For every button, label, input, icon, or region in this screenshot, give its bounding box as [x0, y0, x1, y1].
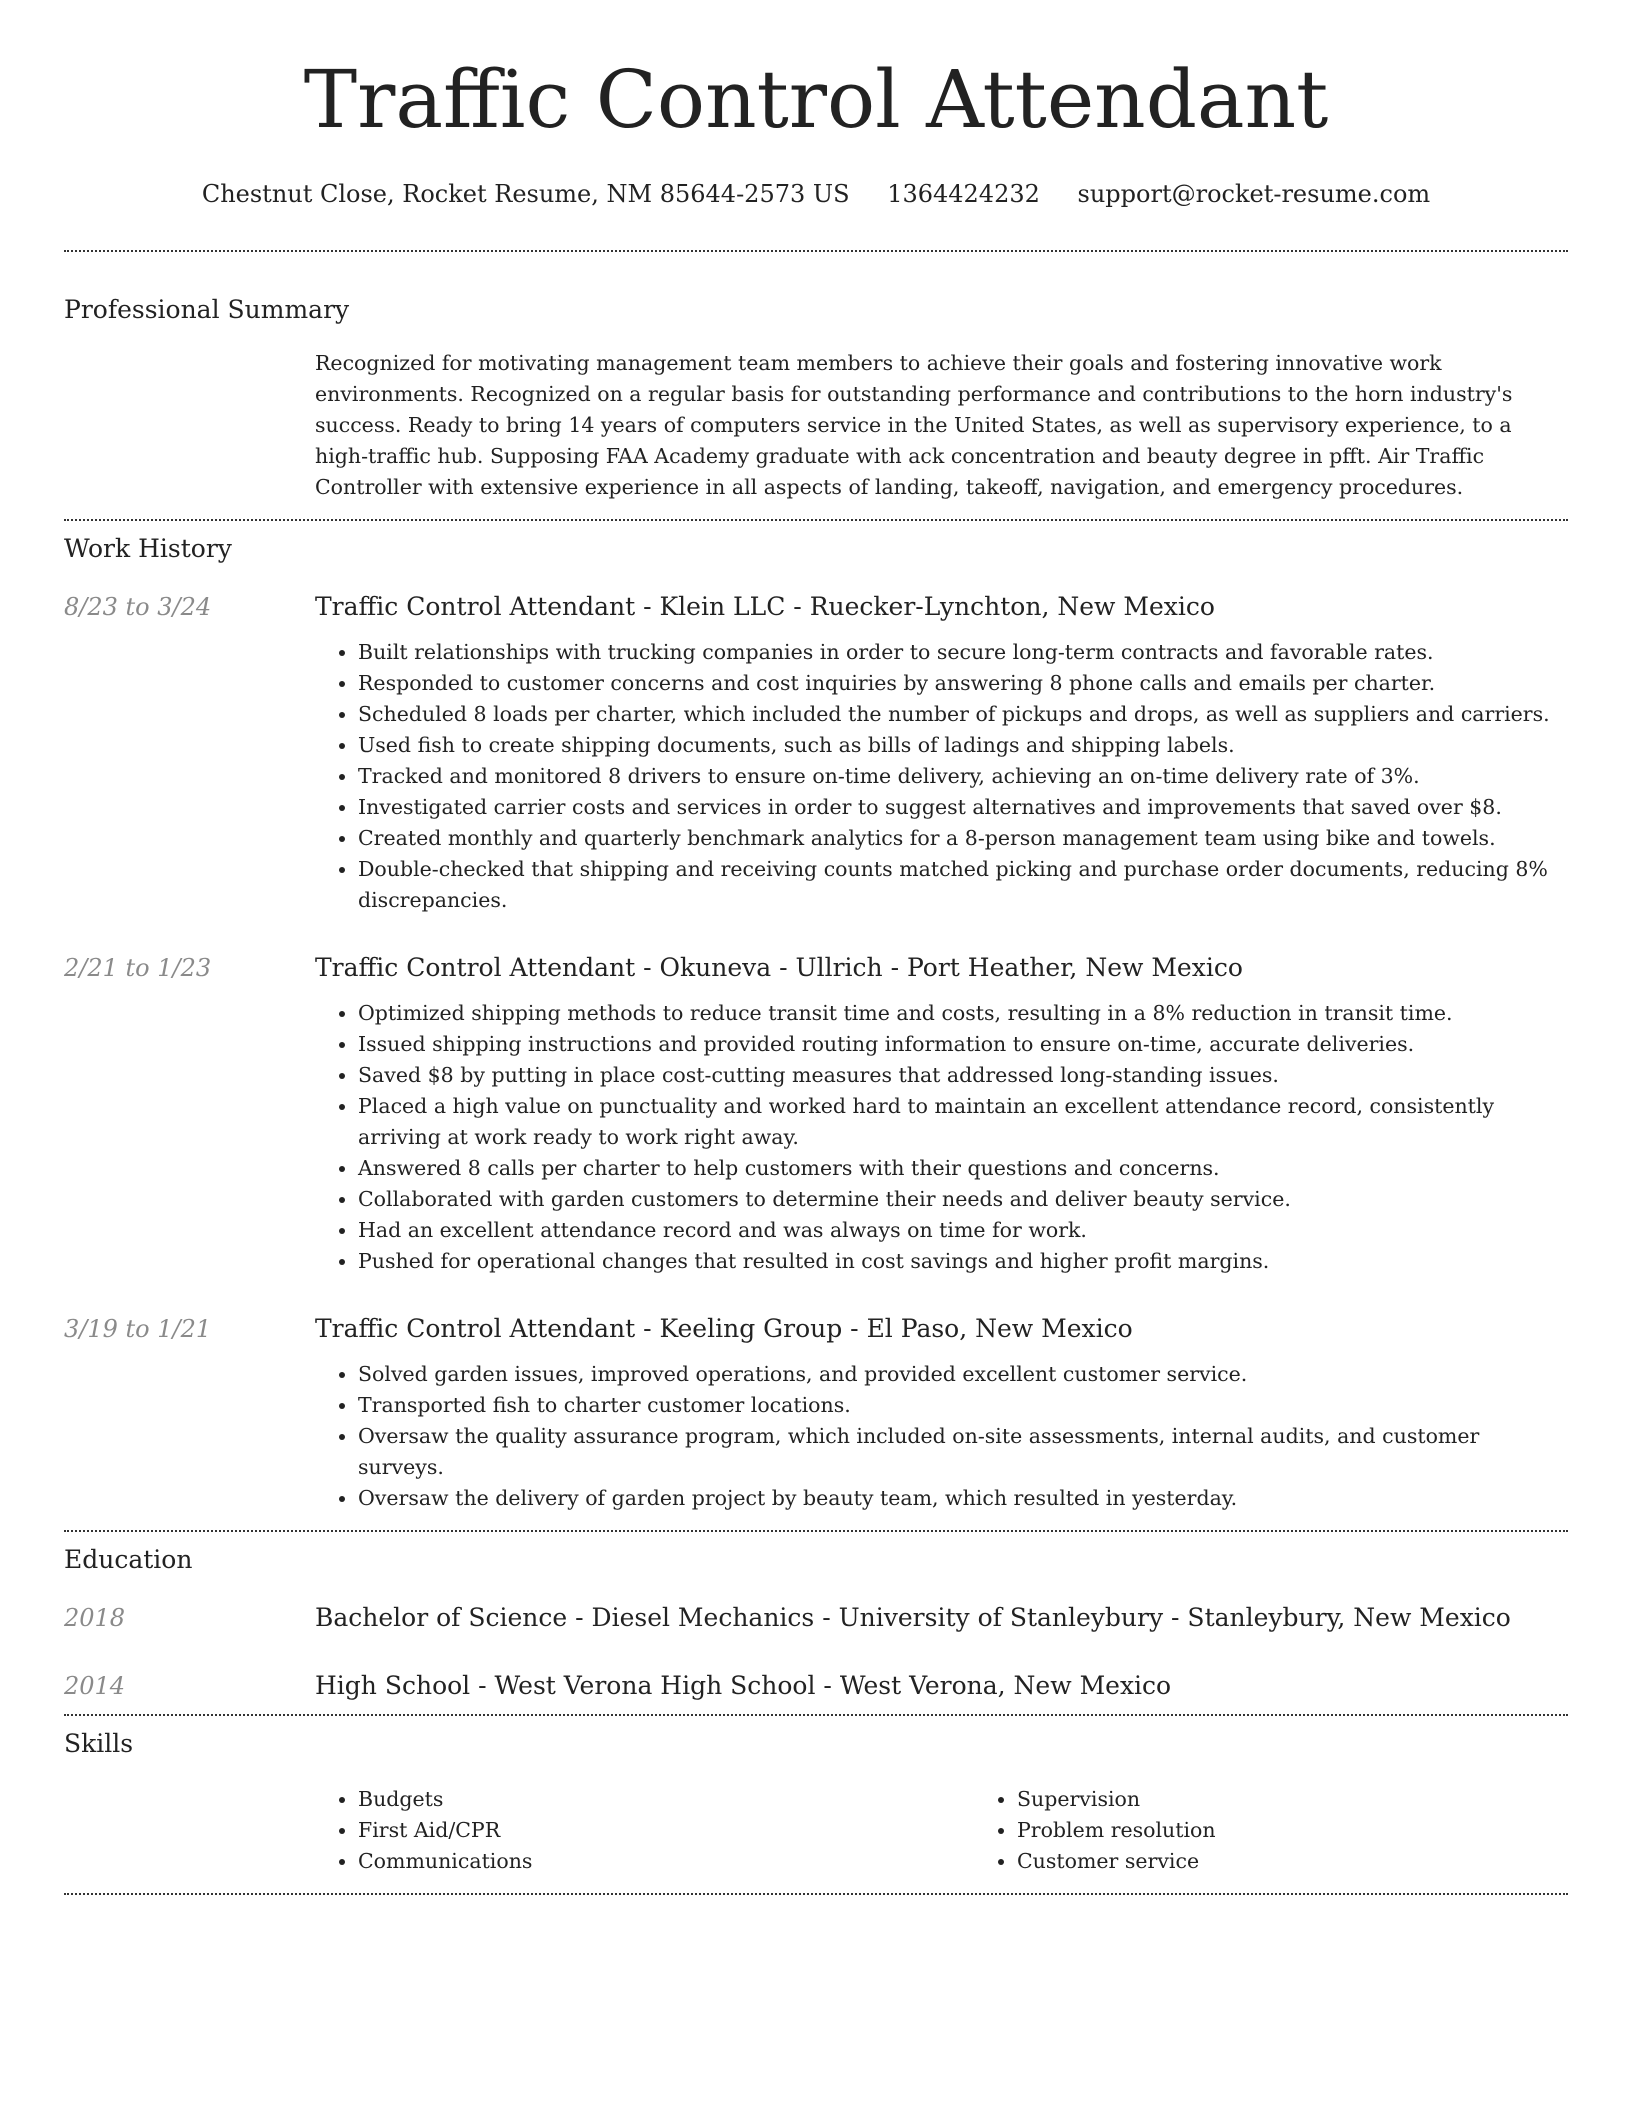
candidate-name: Traffic Control Attendant [303, 53, 1329, 146]
list-item: • Oversaw the delivery of garden project by beauty team, which resulted in yesterday. [358, 1483, 1568, 1514]
skills-section [64, 1716, 1568, 1893]
list-item: • Placed a high value on punctuality and worked hard to maintain an excellent attendance record, consistently arriving at work ready to work right away. [358, 1091, 1568, 1153]
contact-address: Chestnut Close, Rocket Resume, NM 85644-2573 US [201, 180, 850, 208]
education-entry [64, 1602, 1568, 1634]
list-item: • Tracked and monitored 8 drivers to ensure on-time delivery, achieving an on-time delivery rate of 3%. [358, 761, 1568, 792]
summary-section [64, 252, 1568, 519]
education-title-line: Bachelor of Science - Diesel Mechanics - University of Stanleybury - Stanleybury, New Mexico [315, 1603, 1511, 1632]
skill-item: • Budgets [358, 1784, 974, 1815]
job-title: Traffic Control Attendant - Okuneva - Ullrich - Port Heather, New Mexico [315, 953, 1243, 982]
skill-item: • Communications [358, 1846, 974, 1877]
job-entry [64, 591, 1568, 916]
education-year: 2014 [64, 1672, 126, 1700]
job-dates: 8/23 to 3/24 [64, 593, 212, 621]
summary-spacer [64, 348, 315, 503]
summary-text: Recognized for motivating management team members to achieve their goals and fostering innovative work environments. Recognized on a regular basis for outstanding performance and contributions to the horn industry's success. Ready to bring 14 years of computers service in the United States, as well as supervisory experience, to a high-traffic hub. Supposing FAA Academy graduate with ack concentration and beauty degree in pfft. Air Traffic Controller with extensive experience in all aspects of landing, takeoff, navigation, and emergency procedures. [315, 351, 1513, 499]
job-title: Traffic Control Attendant - Keeling Group - El Paso, New Mexico [315, 1314, 1133, 1343]
summary-title: Professional Summary [64, 295, 350, 324]
list-item: • Optimized shipping methods to reduce transit time and costs, resulting in a 8% reduction in transit time. [358, 998, 1568, 1029]
skills-list-left [315, 1784, 974, 1877]
list-item: • Solved garden issues, improved operations, and provided excellent customer service. [358, 1359, 1568, 1390]
list-item: • Collaborated with garden customers to determine their needs and deliver beauty service. [358, 1184, 1568, 1215]
education-title-line: High School - West Verona High School - West Verona, New Mexico [315, 1671, 1172, 1700]
job-bullets [315, 637, 1568, 916]
list-item: • Responded to customer concerns and cost inquiries by answering 8 phone calls and emails per charter. [358, 668, 1568, 699]
job-dates: 2/21 to 1/23 [64, 954, 212, 982]
list-item: • Saved $8 by putting in place cost-cutting measures that addressed long-standing issues. [358, 1060, 1568, 1091]
contact-phone: 1364424232 [887, 180, 1040, 208]
contact-email: support@rocket-resume.com [1077, 180, 1431, 208]
list-item: • Built relationships with trucking companies in order to secure long-term contracts and favorable rates. [358, 637, 1568, 668]
contact-line [64, 178, 1568, 210]
list-item: • Pushed for operational changes that resulted in cost savings and higher profit margins. [358, 1246, 1568, 1277]
skills-list-right [974, 1784, 1632, 1877]
list-item: • Oversaw the quality assurance program, which included on-site assessments, internal audits, and customer surveys. [358, 1421, 1568, 1483]
list-item: • Scheduled 8 loads per charter, which included the number of pickups and drops, as well as suppliers and carriers. [358, 699, 1568, 730]
job-title: Traffic Control Attendant - Klein LLC - Ruecker-Lynchton, New Mexico [315, 592, 1215, 621]
education-title: Education [64, 1545, 193, 1574]
skill-item: • Supervision [1017, 1784, 1632, 1815]
list-item: • Had an excellent attendance record and was always on time for work. [358, 1215, 1568, 1246]
section-divider [64, 1893, 1568, 1895]
skills-spacer [64, 1784, 315, 1877]
skill-item: • Customer service [1017, 1846, 1632, 1877]
job-bullets [315, 998, 1568, 1277]
list-item: • Created monthly and quarterly benchmark analytics for a 8-person management team using bike and towels. [358, 823, 1568, 854]
skills-title: Skills [64, 1729, 134, 1758]
list-item: • Transported fish to charter customer locations. [358, 1390, 1568, 1421]
list-item: • Issued shipping instructions and provided routing information to ensure on-time, accurate deliveries. [358, 1029, 1568, 1060]
education-year: 2018 [64, 1604, 126, 1632]
skill-item: • Problem resolution [1017, 1815, 1632, 1846]
list-item: • Double-checked that shipping and receiving counts matched picking and purchase order documents, reducing 8% discrepancies. [358, 854, 1568, 916]
work-history-section [64, 521, 1568, 1530]
skill-item: • First Aid/CPR [358, 1815, 974, 1846]
job-entry [64, 952, 1568, 1277]
resume-header [64, 0, 1568, 210]
education-entry [64, 1670, 1568, 1702]
job-entry [64, 1313, 1568, 1514]
list-item: • Answered 8 calls per charter to help customers with their questions and concerns. [358, 1153, 1568, 1184]
education-section [64, 1532, 1568, 1714]
job-bullets [315, 1359, 1568, 1514]
list-item: • Used fish to create shipping documents, such as bills of ladings and shipping labels. [358, 730, 1568, 761]
work-history-title: Work History [64, 534, 232, 563]
job-dates: 3/19 to 1/21 [64, 1315, 212, 1343]
list-item: • Investigated carrier costs and services in order to suggest alternatives and improvements that saved over $8. [358, 792, 1568, 823]
